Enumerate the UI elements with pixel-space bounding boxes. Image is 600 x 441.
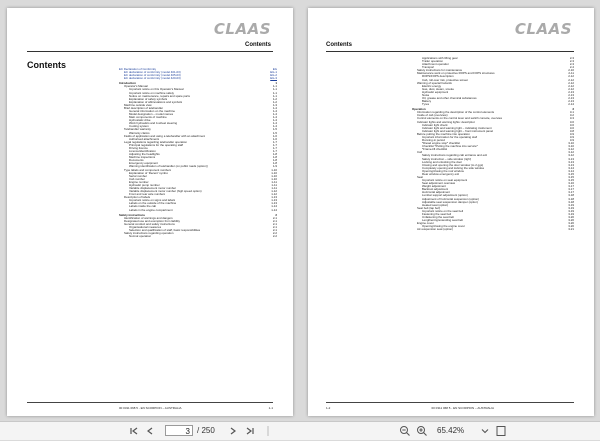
document-page-left <box>7 8 293 416</box>
toc-entry-title: Fastening the seat belt <box>422 212 452 216</box>
toc-entry-title: Telehandler warranty <box>124 128 151 132</box>
toc-entry-title: Variable displacement motor number (high speed option) <box>129 190 202 194</box>
toc-entry[interactable] <box>119 209 277 212</box>
toc-entry-page: 3-9 <box>569 134 574 139</box>
toc-entry-page: 3-18 <box>568 193 574 198</box>
fit-page-icon[interactable] <box>495 425 507 437</box>
toc-entry-page: 3-10 <box>568 144 574 149</box>
toc-entry-page: 1-8 <box>272 158 277 163</box>
toc-entry-page: 3-9 <box>569 138 574 143</box>
toc-entry-title: Heated seat (option) <box>422 203 449 207</box>
toc-entry[interactable] <box>119 77 277 80</box>
toc-entry-page: 1-12 <box>271 189 277 194</box>
toc-entry-page: 1-10 <box>271 170 277 175</box>
toc-entry-page: 1-9 <box>272 164 277 169</box>
toc-entry-page: 1-4 <box>272 109 277 114</box>
toc-entry-title: ROPS/FOPS description <box>422 75 454 79</box>
toc-entry[interactable] <box>412 103 574 106</box>
toc-entry-page: 1-4 <box>272 115 277 120</box>
toc-entry-page: 3-10 <box>568 141 574 146</box>
toc-entry-title: Front and rear axle numbers <box>129 193 166 197</box>
footer-page-number: 1-1 <box>268 406 273 410</box>
toc-entry-title: Cab, roll-over risk, protective screen <box>422 78 469 82</box>
toc-entry-title: Variable displacement motor number <box>129 186 177 190</box>
toc-entry-title: Weight adjustment <box>422 185 446 189</box>
toc-entry-page: 3-17 <box>568 190 574 195</box>
toc-entry-page: 3-12 <box>568 150 574 155</box>
toc-entry-page: 3-19 <box>568 208 574 213</box>
toc-entry-title: Transport <box>422 66 435 70</box>
toc-entry-page: 3-19 <box>568 205 574 210</box>
toc-entry-title: *Frame-lift checklist <box>422 148 448 152</box>
toc-entry-page: 3-15 <box>568 174 574 179</box>
toc-entry-page: 1-1 <box>272 93 277 98</box>
toc-entry-page: 1-13 <box>271 195 277 200</box>
toc-entry-page: 3-13 <box>568 159 574 164</box>
toc-entry-page: 1-4 <box>272 121 277 126</box>
toc-entry-page: 3-20 <box>568 224 574 229</box>
toc-entry-title: Explanation of abbreviations and symbols <box>129 100 183 104</box>
toc-entry-page: 1-10 <box>271 167 277 172</box>
toc-entry-title: Notice on maintenance, repairs and spare parts <box>129 94 190 98</box>
toc-entry-page: 2-10 <box>568 68 574 73</box>
toc-entry-title: Model designation – model names <box>129 113 174 117</box>
toc-entry-title: Backrest adjustment <box>422 188 449 192</box>
claas-logo: CLAAS <box>213 20 271 38</box>
toc-entry-title: EC declaration of conformity (model 401-03) <box>124 71 181 75</box>
toc-entry-title: Completely opening and locking the side window <box>422 166 485 170</box>
toc-entry-page: 1-7 <box>272 142 277 147</box>
toc-entry-title: Rear window emergency exit <box>422 172 460 176</box>
toc-entry-title: Documents <box>129 159 144 163</box>
toc-entry-page: 2-1 <box>272 224 277 229</box>
toc-entry-page: 2-3 <box>569 62 574 67</box>
toc-entry-page: 3-20 <box>568 218 574 223</box>
toc-entry-page: 3-3 <box>569 116 574 121</box>
toc-entry-page: EG-1 <box>270 70 277 75</box>
toc-entry-title: Attachment operation <box>422 63 450 67</box>
toc-entry-title: Indicator lights and warning lights: description <box>417 120 476 124</box>
toc-entry-title: Type labels and component numbers <box>124 168 172 172</box>
toc-entry-title: Seat <box>417 175 423 179</box>
toc-entry-title: Control elements on the control lever and switch console, overview <box>417 117 503 121</box>
toc-entry-page: 3-15 <box>568 178 574 183</box>
toc-entry-page: 3-6 <box>569 122 574 127</box>
toc-entry-page: 3 <box>572 107 574 112</box>
toc-entry-title: Explanation of safety symbols <box>129 97 168 101</box>
toc-entry-page: 3-6 <box>569 119 574 124</box>
toc-entry-page: 3-12 <box>568 153 574 158</box>
toc-entry-title: EC declaration of conformity (model 420-03) <box>124 77 181 81</box>
toc-entry-page: 2-4 <box>569 65 574 70</box>
toc-entry-page: 3-19 <box>568 202 574 207</box>
toc-entry-page: 3-14 <box>568 165 574 170</box>
toc-entry-title: Labels in the engine compartment <box>129 208 173 212</box>
toc-entry-page: 1-6 <box>272 133 277 138</box>
page-header-title: Contents <box>326 42 352 48</box>
toc-entry-page: 1-7 <box>272 139 277 144</box>
toc-entry-page: 2-3 <box>569 56 574 60</box>
footer-divider <box>326 402 574 403</box>
toc-entry-title: Normal operation <box>129 235 152 239</box>
toc-entry-title: Maintenance work on protective ROPS and FOPS structures <box>417 72 495 76</box>
toc-entry-title: Battery <box>422 100 432 104</box>
toc-entry-page: 1-8 <box>272 161 277 166</box>
toc-entry-title: Noise <box>422 93 430 97</box>
toc-entry-page: 1-2 <box>272 96 277 101</box>
toc-entry-title: Cooling system <box>129 125 149 129</box>
toc-entry-page: 1-14 <box>271 204 277 209</box>
toc-entry-page: 2-1 <box>272 215 277 220</box>
toc-entry-page: 1-7 <box>272 149 277 154</box>
toc-entry-title: General information on the machine <box>129 110 175 114</box>
toc-entry-page: 1-7 <box>272 145 277 150</box>
toc-entry-page: 3-13 <box>568 156 574 161</box>
footer-divider <box>27 402 273 403</box>
toc-entry-page: 2-12 <box>568 80 574 85</box>
toc-entry-title: Seat adjustment overview <box>422 182 456 186</box>
toc-entry-page: 3-18 <box>568 199 574 204</box>
toc-entry-page: 1-8 <box>272 152 277 157</box>
toc-entry-page: 1-6 <box>272 136 277 141</box>
last-page-icon[interactable] <box>245 425 255 437</box>
toc-entry-title: Seat belt (lap belt) <box>417 206 441 210</box>
toc-entry-title: Electric energy <box>422 84 442 88</box>
toc-entry-title: Description of labels <box>124 196 151 200</box>
toc-entry-title: Identification of warnings and dangers <box>124 216 173 220</box>
toc-entry-title: Warranty claims <box>129 131 150 135</box>
toc-entry-title: Tyres <box>422 103 430 107</box>
toc-entry-title: Checklist *Putting the machine into service* <box>422 145 478 149</box>
toc-entry-page: 3-12 <box>568 147 574 152</box>
toc-entry-title: Licence/identification <box>129 150 156 154</box>
toc-entry-title: Gas, dust, steam, smoke <box>422 87 454 91</box>
toc-entry-title: Indicator light and warning light – indicating instrument <box>422 126 492 130</box>
table-of-contents <box>412 57 574 231</box>
toc-entry-title: Warning identification of telehandler (on public roads (option)) <box>129 165 208 169</box>
toc-entry-page: 2-3 <box>569 59 574 64</box>
toc-entry-page: 2-12 <box>568 77 574 82</box>
toc-entry-title: Indicator light check <box>422 123 448 127</box>
toc-entry-page: 3-19 <box>568 211 574 216</box>
toc-entry-page: 3-14 <box>568 168 574 173</box>
toc-entry-title: Oil, grease and other chemical substances <box>422 97 477 101</box>
zoom-in-icon[interactable] <box>416 425 428 437</box>
toc-entry-title: Operation <box>412 108 426 112</box>
toc-entry-title: Important information for the operating staff <box>422 135 478 139</box>
toc-entry-page: EG-3 <box>270 76 277 81</box>
toc-entry-page: 1-1 <box>272 87 277 92</box>
toc-entry-page: 1-2 <box>272 99 277 104</box>
toc-entry-title: Opening/closing the roof window <box>422 169 464 173</box>
toc-entry-page: 3-17 <box>568 184 574 189</box>
footer-doc-id: 00 0311 068 5 - EN SCORPION – AUSTRALIA <box>431 406 494 410</box>
toc-entry-page: 3-18 <box>568 196 574 201</box>
toc-entry-page: 1-12 <box>271 192 277 197</box>
toc-entry-page: 2-2 <box>272 231 277 236</box>
toc-entry-title: Principal regulations for the operating staff <box>129 143 184 147</box>
toc-entry-page: 2-13 <box>568 99 574 104</box>
toc-entry-title: Hydrostatic drive <box>129 119 151 123</box>
toc-entry-title: Introduction <box>119 82 136 86</box>
toc-entry-page: 2-1 <box>272 221 277 226</box>
toc-entry-title: Selection and qualification of staff, basic responsibilities <box>129 228 201 232</box>
toc-entry-page: 1-4 <box>272 112 277 117</box>
toc-entry-page: 1-4 <box>272 105 277 110</box>
toc-entry-title: Lengthening/extending seat belt <box>422 219 463 223</box>
toc-entry-page: EG <box>272 67 277 71</box>
first-page-icon[interactable] <box>129 425 139 437</box>
toc-entry-page: 2-13 <box>568 92 574 97</box>
next-page-icon[interactable] <box>228 425 238 437</box>
toc-entry-page: 1 <box>275 81 277 86</box>
toc-entry-title: Authorised attachments <box>129 137 160 141</box>
toc-entry-page: 2-13 <box>568 89 574 94</box>
toc-entry-title: General conduct and safety instructions <box>124 222 175 226</box>
toc-entry-page: 2-12 <box>568 83 574 88</box>
page-total: / 250 <box>197 426 215 435</box>
toc-entry-title: Fields of application and using a telehandler with an attachment <box>124 134 206 138</box>
toc-entry-page: 3-9 <box>569 131 574 136</box>
toc-entry-title: Air-suspension seat (option) <box>417 228 453 232</box>
toc-entry-title: Important notice on the seat belt <box>422 209 464 213</box>
toc-entry-title: Important notice on signs and labels <box>129 199 176 203</box>
toc-entry-page: 1-3 <box>272 102 277 107</box>
toc-entry-page: 1-13 <box>271 201 277 206</box>
toc-entry[interactable] <box>412 228 574 231</box>
toc-entry-title: Opening/closing the engine cover <box>422 225 465 229</box>
toc-entry-title: Warning of special hazards <box>417 81 452 85</box>
toc-entry-page: 3-16 <box>568 181 574 186</box>
toc-entry-title: Adjustable seat suspension damper (option) <box>422 200 479 204</box>
zoom-out-icon[interactable] <box>399 425 411 437</box>
toc-entry-title: Trailer operation <box>422 60 443 64</box>
page-title: Contents <box>27 60 66 70</box>
toc-entry-title: Hydraulic pump number <box>129 183 160 187</box>
toc-entry-title: Hydraulic equipment <box>422 90 449 94</box>
header-divider <box>326 51 574 52</box>
toc-entry-page: 3-15 <box>568 171 574 176</box>
toc-entry-page: 2-11 <box>568 71 574 76</box>
toc-entry-page: 2-1 <box>272 218 277 223</box>
separator <box>264 425 272 437</box>
footer-doc-id: 00 0311 068 5 - EN SCORPION – AUSTRALIA <box>119 406 182 410</box>
document-page-right <box>308 8 594 416</box>
toc-entry-title: Closing and opening the door window (to 2 ggs) <box>422 163 484 167</box>
toc-entry-title: Indicator light and warning light – front instrument panel <box>422 129 494 133</box>
toc-entry-title: Brief description of telehandler <box>124 106 164 110</box>
toc-entry-page: 1-1 <box>272 84 277 89</box>
toc-entry-title: Explanation of ‘Recent’ symbol <box>129 171 169 175</box>
toc-entry-title: Adjusting the headlights <box>129 153 160 157</box>
toc-entry-title: EC declaration of conformity (model 405-03) <box>124 74 181 78</box>
zoom-level[interactable]: 65.42% <box>437 426 465 435</box>
toc-entry-page: 2 <box>275 212 277 217</box>
toc-entry-page: 1-13 <box>271 198 277 203</box>
toc-entry-title: Lumbar support adjustment (option) <box>422 194 468 198</box>
toc-entry-title: Safety instructions <box>119 213 146 217</box>
toc-entry-page: 3-17 <box>568 187 574 192</box>
toc-entry[interactable] <box>119 235 277 238</box>
toc-entry-page: 1-5 <box>272 127 277 132</box>
toc-entry-title: Main components of machine <box>129 116 167 120</box>
toc-entry-title: Machine outside view <box>124 103 152 107</box>
viewer-toolbar <box>0 421 600 440</box>
toc-entry-page: 1-4 <box>272 124 277 129</box>
toc-entry-page: EG-2 <box>270 73 277 78</box>
toc-entry-title: Locking and unlocking the door <box>422 160 463 164</box>
toc-entry-page: 1-1 <box>272 90 277 95</box>
toc-entry-page: 2-13 <box>568 96 574 101</box>
page-header-title: Contents <box>245 42 271 48</box>
toc-entry-page: 2-12 <box>568 74 574 79</box>
claas-logo: CLAAS <box>514 20 572 38</box>
toc-entry-title: Safety instructions for maintenance <box>417 69 463 73</box>
toc-entry-title: Cab <box>417 151 423 155</box>
toc-entry-title: Cab number <box>129 177 145 181</box>
toc-entry-page: 2-2 <box>272 234 277 239</box>
toc-entry-title: Important notice on seat equipment <box>422 179 468 183</box>
toc-entry-title: Legal regulations regarding telehandler operation <box>124 140 187 144</box>
toc-entry-page: 3-20 <box>568 214 574 219</box>
toc-entry-page: 1-11 <box>271 182 277 187</box>
toc-entry-title: Before putting the machine into operation <box>417 132 470 136</box>
toc-entry-page: 1-10 <box>271 176 277 181</box>
toc-entry-title: Adjustment of horizontal suspension (option) <box>422 197 480 201</box>
toc-entry-page: 1-8 <box>272 155 277 160</box>
header-divider <box>27 51 273 52</box>
toc-entry-page: 3-1 <box>569 110 574 115</box>
zoom-dropdown-icon[interactable] <box>480 425 490 437</box>
toc-entry-title: Serial number <box>129 174 147 178</box>
toc-entry-page: 1-10 <box>271 173 277 178</box>
toc-entry-title: Labels inside the cab <box>129 205 157 209</box>
toc-entry-title: Information regarding the description of the control elements <box>417 111 495 115</box>
toc-entry-page: 1-4 <box>272 118 277 123</box>
toc-entry-page: 3-8 <box>569 128 574 133</box>
toc-entry-title: Unfastening the seat belt <box>422 215 454 219</box>
toc-entry-title: Emergency equipment <box>129 162 158 166</box>
toc-entry-title: Engine cover <box>417 222 434 226</box>
toc-entry-title: Safety instructions regarding operation <box>124 232 174 236</box>
toc-entry-page: 1-11 <box>271 185 277 190</box>
toc-entry-title: Operator's Manual <box>124 85 148 89</box>
toc-entry-title: Safety instructions regarding cab entrance and exit <box>422 154 488 158</box>
footer-page-number: 1-2 <box>326 406 331 410</box>
toc-entry-page: 3-21 <box>568 227 574 232</box>
toc-entry-title: Labels on the outside of the machine <box>129 202 177 206</box>
toc-entry-title: Safety instruction – side window (right) <box>422 157 472 161</box>
toc-entry-title: Work hydraulics and 4-wheel steering <box>129 122 178 126</box>
toc-entry-title: *Diesel engine stop* checklist <box>422 142 460 146</box>
toc-entry-page: 1-5 <box>272 130 277 135</box>
toc-entry-title: Driving licence <box>129 146 148 150</box>
prev-page-icon[interactable] <box>145 425 155 437</box>
table-of-contents <box>119 68 277 238</box>
toc-entry-title: Important notice on machine safety <box>129 91 174 95</box>
page-number-input[interactable]: 3 <box>165 425 193 436</box>
toc-entry-title: Organisational measures <box>129 225 162 229</box>
toc-entry-page: 2-12 <box>568 86 574 91</box>
toc-entry-page: 3-2 <box>569 113 574 118</box>
toc-entry-title: Important notice on this Operator's Manual <box>129 88 184 92</box>
toc-entry-title: EC Declaration of Conformity <box>119 68 157 71</box>
toc-entry-title: Applications with lifting gear <box>422 57 458 60</box>
toc-entry-title: Horizontal adjustment <box>422 191 450 195</box>
toc-entry-title: Designated use and exemption from liability <box>124 219 180 223</box>
toc-entry-page: 2-14 <box>568 102 574 107</box>
toc-entry-page: 3-13 <box>568 162 574 167</box>
toc-entry-page: 3-20 <box>568 221 574 226</box>
toc-entry-page: 1-14 <box>271 207 277 212</box>
toc-entry-page: 1-11 <box>271 179 277 184</box>
toc-entry-title: Inside of cab (overview) <box>417 114 448 118</box>
toc-entry-title: Machine inspections <box>129 156 156 160</box>
toc-entry-page: 3-6 <box>569 125 574 130</box>
toc-entry-page: 2-1 <box>272 227 277 232</box>
toc-entry-title: Running-in period <box>422 139 445 143</box>
toc-entry-title: Engine number <box>129 180 149 184</box>
